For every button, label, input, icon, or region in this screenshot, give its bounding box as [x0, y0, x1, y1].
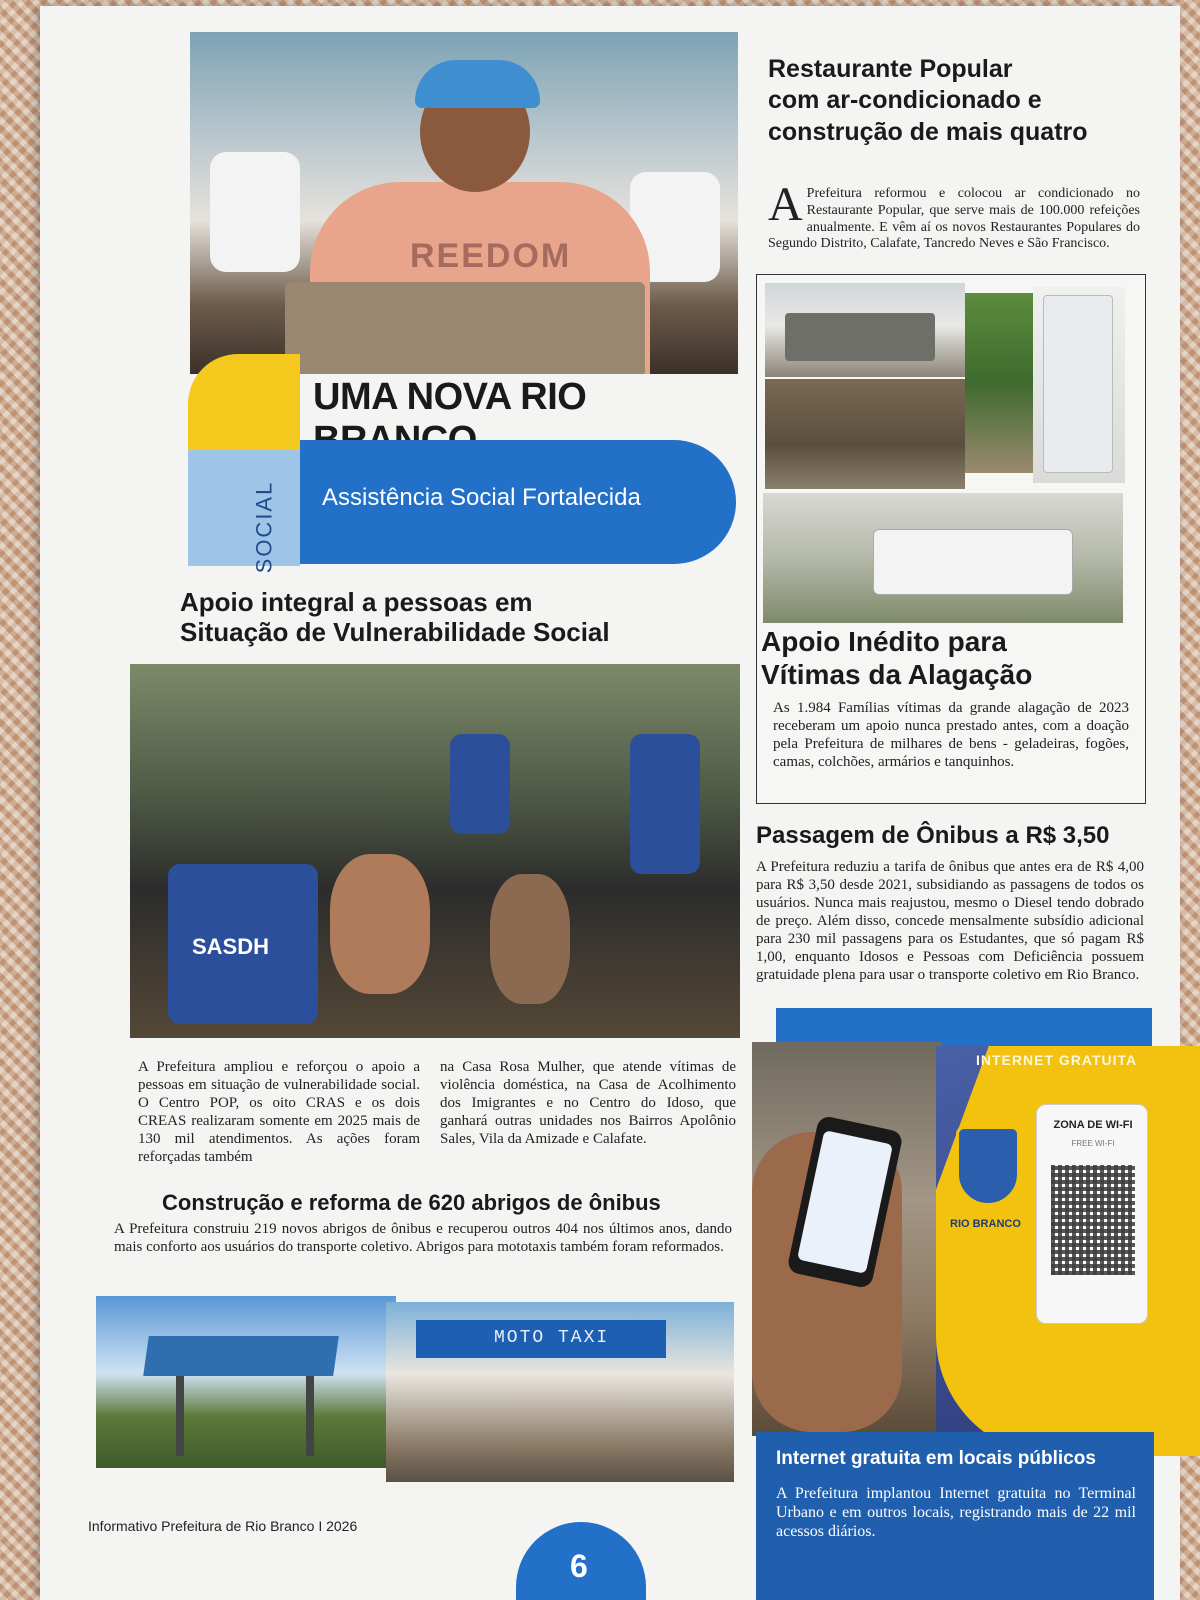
- yellow-tab: [188, 354, 300, 450]
- social-workers-photo: [130, 664, 740, 1038]
- flood-fridge-photo: [1033, 287, 1125, 483]
- worker-vest: [450, 734, 510, 834]
- chair-shape: [210, 152, 300, 272]
- flood-body: As 1.984 Famílias vítimas da grande alagação de 2023 receberam um apoio nunca prestado antes, com a doação pela Prefeitura de milhares de bens - geladeiras, fogões, camas, colchões, armários e tanquinhos.: [773, 700, 1129, 770]
- wifi-card: [1036, 1104, 1148, 1324]
- page-number: 6: [570, 1548, 588, 1584]
- banner-title: UMA NOVA RIO: [313, 376, 587, 418]
- restaurant-photo: [190, 32, 738, 374]
- blue-cap: [415, 60, 540, 108]
- flood-delivery-photo: [765, 379, 965, 489]
- shelters-body: A Prefeitura construiu 219 novos abrigos de ônibus e recuperou outros 404 nos últimos anos, dando mais conforto aos usuários do transporte coletivo. Abrigos para mototaxis também foram reformados.: [114, 1221, 732, 1255]
- mototaxi-sign: [416, 1320, 666, 1358]
- wifi-article-box: [756, 1432, 1154, 1600]
- restaurant-body-text: Prefeitura reformou e colocou ar condicionado no Restaurante Popular, que serve mais de 100.000 refeições anualmente. E vêm aí os novos Restaurantes Populares do Segundo Distrito, Calafate, Tancredo Neves e São Francisco.: [768, 186, 1140, 252]
- wifi-poster-photo: [936, 1046, 1200, 1456]
- banner-subtitle-pill: [300, 440, 736, 564]
- vest-print: SASDH: [192, 934, 270, 959]
- worker-vest: [168, 864, 318, 1024]
- worker-vest: [630, 734, 700, 874]
- person-figure: [330, 854, 430, 994]
- section-tab: [188, 450, 300, 566]
- poster-header: INTERNET GRATUITA: [976, 1052, 1138, 1068]
- title-line: Apoio integral a pessoas em: [180, 587, 533, 617]
- shelters-title: Construção e reforma de 620 abrigos de ônibus: [162, 1190, 661, 1215]
- title-line: com ar-condicionado e: [768, 86, 1042, 115]
- mototaxi-sign-text: MOTO TAXI: [494, 1328, 610, 1348]
- wifi-card-subtitle: FREE WI-FI: [1071, 1139, 1115, 1148]
- shelter-roof: [143, 1336, 339, 1376]
- mototaxi-shelter-photo: [386, 1302, 734, 1482]
- footer-text: Informativo Prefeitura de Rio Branco I 2026: [88, 1518, 358, 1534]
- vulnerability-title: [180, 588, 740, 648]
- flood-freezer-photo: [763, 493, 1123, 623]
- qr-code-icon: [1051, 1165, 1135, 1275]
- freezer-shape: [873, 529, 1073, 595]
- page-number-tab: [516, 1522, 646, 1600]
- newspaper-page: [40, 6, 1180, 1600]
- social-banner: [188, 354, 738, 574]
- shelter-post: [176, 1376, 184, 1456]
- person-figure: [490, 874, 570, 1004]
- shelter-post: [306, 1376, 314, 1456]
- wifi-card-title: ZONA DE WI-FI: [1053, 1119, 1133, 1131]
- wifi-title: Internet gratuita em locais públicos: [776, 1448, 1096, 1469]
- banner-subtitle: Assistência Social Fortalecida: [322, 484, 641, 511]
- wifi-body: A Prefeitura implantou Internet gratuita no Terminal Urbano e em outros locais, registrando mais de 22 mil acessos diários.: [776, 1485, 1136, 1541]
- refrigerator-shape: [1043, 295, 1113, 473]
- title-line: Apoio Inédito para: [761, 626, 1007, 657]
- flood-truck-photo: [765, 283, 965, 377]
- shirt-print: REEDOM: [410, 237, 572, 275]
- vulnerability-body-2: na Casa Rosa Mulher, que atende vítimas de violência doméstica, na Casa de Acolhimento dos Imigrantes e no Centro do Idoso, que ganhará outras unidades nos Bairros Apolônio Sales, Vila da Amizade e Calafate.: [440, 1059, 736, 1147]
- restaurant-body: [768, 178, 1140, 253]
- flood-title: [757, 625, 1143, 691]
- truck-shape: [785, 313, 935, 361]
- bus-fare-body: A Prefeitura reduziu a tarifa de ônibus que antes era de R$ 4,00 para R$ 3,50 desde 2021, subsidiando as passagens de todos os usuários. Nunca mais reajustou, mesmo o Diesel tendo dobrado de preço. Além disso, concede mensalmente subsídio adicional para 230 mil passagens para os Estudantes, que só pagam R$ 1,00, enquanto Idosos e Pessoas com Deficiência possuem gratuidade plena para usar o transporte coletivo em Rio Branco.: [756, 859, 1144, 983]
- restaurant-title: [768, 54, 1148, 148]
- section-label: SOCIAL: [251, 480, 277, 574]
- title-line: Vítimas da Alagação: [761, 659, 1033, 691]
- phone-in-hand-photo: [752, 1042, 942, 1436]
- title-line: Restaurante Popular: [768, 55, 1013, 83]
- bus-fare-title: Passagem de Ônibus a R$ 3,50: [756, 822, 1110, 849]
- vulnerability-body-1: A Prefeitura ampliou e reforçou o apoio a pessoas em situação de vulnerabilidade social. O Centro POP, os oito CRAS e os dois CREAS realizaram somente em 2025 mais de 130 mil atendimentos. As ações foram reforçadas também: [138, 1059, 420, 1165]
- title-line: construção de mais quatro: [768, 117, 1088, 146]
- city-crest-icon: [956, 1126, 1020, 1206]
- flood-family-photo: [965, 293, 1033, 473]
- bus-shelter-photo: [96, 1296, 396, 1468]
- flood-article-box: [756, 274, 1146, 804]
- drop-cap: A: [768, 178, 803, 231]
- poster-logo-text: RIO BRANCO: [950, 1218, 1021, 1230]
- title-line: Situação de Vulnerabilidade Social: [180, 616, 610, 647]
